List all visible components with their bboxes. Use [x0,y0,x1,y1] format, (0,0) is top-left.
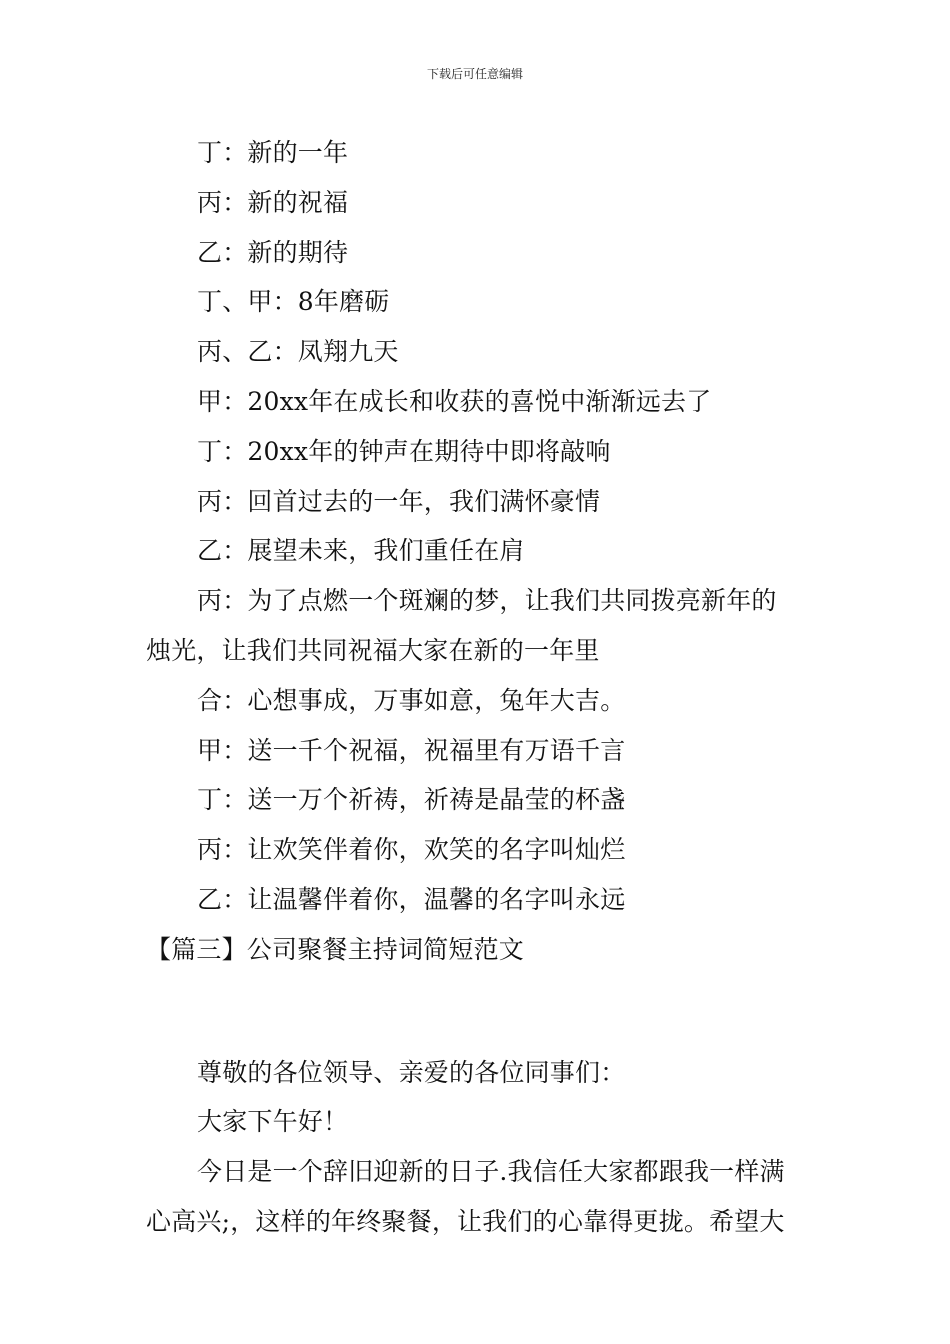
greeting-line: 大家下午好！ [197,1107,349,1137]
dialogue-line: 乙：展望未来，我们重任在肩 [197,536,525,566]
dialogue-line: 甲：20xx年在成长和收获的喜悦中渐渐远去了 [197,386,712,416]
dialogue-line: 丁：送一万个祈祷，祈祷是晶莹的杯盏 [197,785,626,815]
paragraph-line: 今日是一个辞旧迎新的日子.我信任大家都跟我一样满 [197,1157,785,1187]
dialogue-line: 丙：回首过去的一年，我们满怀豪情 [197,486,601,516]
dialogue-line: 丙：让欢笑伴着你，欢笑的名字叫灿烂 [197,835,626,865]
dialogue-line: 合：心想事成，万事如意，兔年大吉。 [197,685,626,715]
dialogue-line: 丁：20xx年的钟声在期待中即将敲响 [197,436,611,466]
paragraph-line-continuation: 心高兴;，这样的年终聚餐，让我们的心靠得更拢。希望大 [146,1206,785,1236]
dialogue-line: 甲：送一千个祝福，祝福里有万语千言 [197,735,626,765]
dialogue-line: 丙：为了点燃一个斑斓的梦，让我们共同拨亮新年的 [197,586,777,616]
document-body [146,128,810,1247]
dialogue-line: 丙：新的祝福 [197,187,349,217]
section-title: 【篇三】公司聚餐主持词简短范文 [146,934,525,964]
dialogue-line: 丙、乙：凤翔九天 [197,337,399,367]
dialogue-line: 乙：让温馨伴着你，温馨的名字叫永远 [197,884,626,914]
dialogue-line: 丁：新的一年 [197,138,349,167]
page-header-note: 下载后可任意编辑 [426,67,523,81]
dialogue-line: 乙：新的期待 [197,237,349,267]
blank-space [146,975,810,1048]
dialogue-line: 丁、甲：8年磨砺 [197,287,390,317]
dialogue-line-continuation: 烛光，让我们共同祝福大家在新的一年里 [146,635,600,665]
salutation-line: 尊敬的各位领导、亲爱的各位同事们： [197,1057,626,1087]
